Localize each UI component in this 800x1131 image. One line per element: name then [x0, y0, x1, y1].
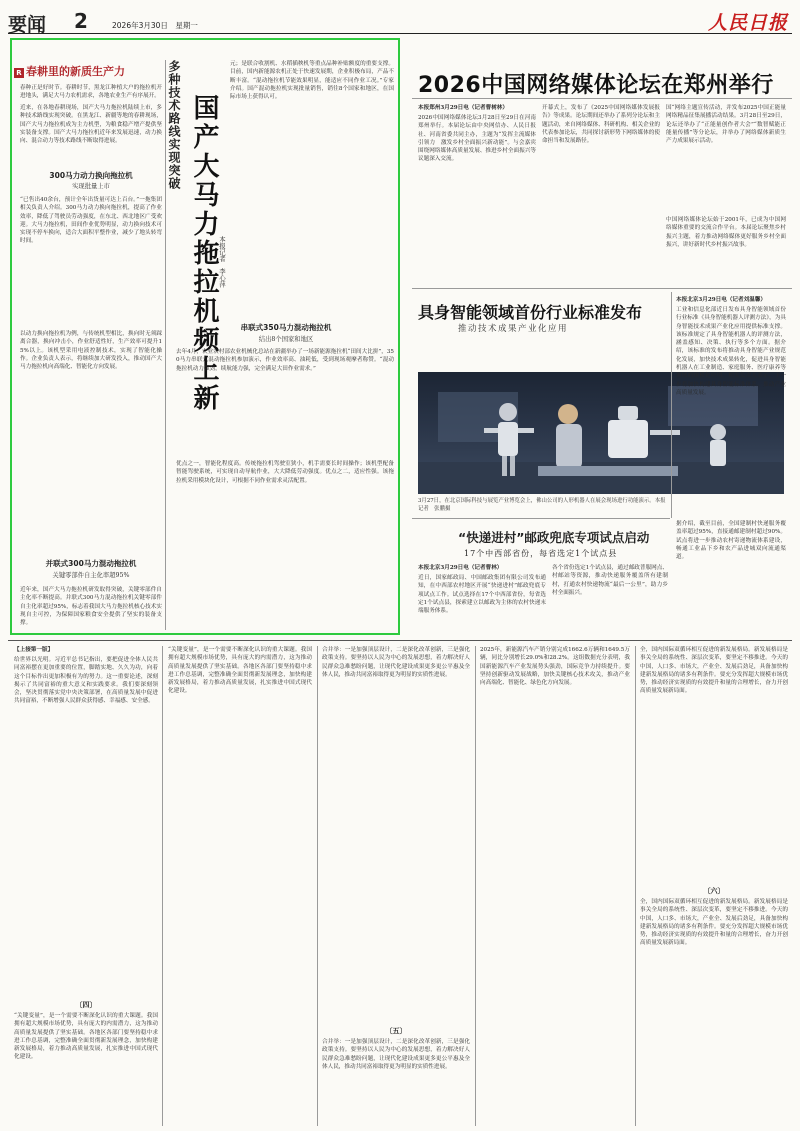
feature-title: 国产大马力拖拉机频上新 [189, 94, 219, 413]
forum-dateline: 本报郑州3月29日电（记者曹树林） [418, 105, 508, 111]
special-col-5b: 全，国内国际双循环相互促进的新发展格局。新发展格局是事关全局的系统性、深层次变革，要坚定不移推进。今天的中国，人口多、市场大，产业全、发展后劲足，具备加快构建新发展格局的诸多有利条件。要充分发挥超大规模市场优势，推动经济实现质的有效提升和量的合理增长，奋力开创高质量发展新局面。 [640, 899, 788, 947]
page-number: 2 [74, 9, 88, 33]
special-col-3: 合并举：一是加强顶层设计，二是深化改革创新，三是强化政策支持。要坚持以人民为中心的发展思想，着力解决好人民群众急难愁盼问题，让现代化建设成果更多更公平惠及全体人民，推动共同富裕取得更为明显的实质性进展。 [322, 647, 470, 678]
feature-body-g: 近年来，国产大马力拖拉机研发取得突破，关键零部件自主化率不断提高。并联式300马力混动拖拉机关键零部件自主化率超过95%，标志着我国大马力拖拉机核心技术实现自主可控，为保障国家粮食安全提供了坚实的装备支撑。 [20, 587, 162, 627]
feature-lead: 春种正是好时节。春耕时节，黑龙江种植大户的拖拉机开进地头，满足大马力农机需求，各地农业生产有序展开。 [20, 85, 162, 100]
feature-body-d: 元；是联合收割机、水稻插秧机等重点品种补贴额度的重要支撑。目前，国内新能源农机正处于快速发展期，企业积极布局，产品不断丰富。“混动拖拉机节能效果明显，能适应不同作业工况。”专家介绍。国产混动拖拉机实现批量销售，销往8个国家和地区，在国际市场上获得认可。 [230, 61, 394, 101]
column-tag-icon: R [14, 68, 24, 78]
sub3-sub: 关键零部件自主化率超95% [52, 572, 130, 579]
forum-body-2: 开幕式上，发布了《2025中国网络媒体发展报告》等成果。论坛期间还举办了系列分论坛和主题活动，来自网络媒体、科研机构、相关企业的代表参加论坛，共同探讨新形势下网络媒体的使命担当和发展路径。 [542, 105, 660, 145]
lower-divider-4 [635, 646, 636, 1126]
special-col-1b: “关键变量”，是一个需要不断深化认识的重大课题。我国拥有超大规模市场优势，具有庞大的内需潜力，这为推动高质量发展提供了坚实基础。各地区各部门要坚持稳中求进工作总基调，完整准确全面贯彻新发展理念，加快构建新发展格局，着力推动高质量发展，扎实推进中国式现代化建设。 [14, 1013, 158, 1061]
robot-dateline: 本报北京3月29日电（记者刘温馨） [676, 297, 766, 303]
postal-body-1: 近日，国家邮政局、中国邮政集团有限公司发布通知，在中西部农村地区开展“快递进村”邮政兜底专项试点工作。试点选择在17个中西部省份，每省选定1个试点县，探索建立以邮政为主体的农村快递末端服务体系。 [418, 575, 546, 615]
lower-divider-1 [162, 646, 163, 1126]
forum-title: 2026中国网络媒体论坛在郑州举行 [418, 73, 774, 98]
special-section-label: 【上接第一版】 [14, 647, 54, 653]
robot-title: 具身智能领域首份行业标准发布 [418, 303, 643, 322]
lower-divider-2 [317, 646, 318, 1126]
issue-date: 2026年3月30日 星期一 [112, 21, 198, 30]
sub1-sub: 实现批量上市 [72, 183, 110, 190]
lower-section-rule [8, 640, 792, 641]
section-four-label: 〔四〕 [75, 1000, 97, 1009]
special-col-4: 2025年，新能源汽车产销分别完成1662.6万辆和1649.5万辆，同比分别增长29.0%和28.2%。这组数据充分表明，我国新能源汽车产业发展势头强劲，国际竞争力持续提升。要坚持创新驱动发展战略，加快关键核心技术攻关，推动产业向高端化、智能化、绿色化方向发展。 [480, 647, 630, 687]
robot-body: 工业和信息化部近日发布具身智能领域首份行业标准《具身智能机器人评测方法》，为具身智能技术成果产业化应用提供标准支撑。该标准规定了具身智能机器人的评测方法，涵盖感知、决策、执行等多个方面。据介绍，该标准的发布将推动具身智能产业规范化发展，加快技术成果转化，促进具身智能机器人在工业制造、家庭服务、医疗康养等领域的规模化应用。相关负责人表示，下一步将加快构建具身智能标准体系，推动产业高质量发展。 [676, 307, 786, 396]
feature-byline: 本报记者 李心萍 [218, 236, 226, 288]
special-col-1: 给世界以光明。习近平总书记指出，要把促进全体人民共同富裕摆在更加重要的位置，脚踏实地、久久为功，向着这个目标作出更加积极有为的努力。这一重要论述，深刻揭示了共同富裕的重大意义和实践要求。我们要深刻领会，坚决贯彻落实党中央决策部署，在高质量发展中促进共同富裕，不断增强人民群众获得感、幸福感、安全感。 [14, 657, 158, 705]
feature-subtitle: 多种技术路线实现突破 [167, 60, 181, 190]
newspaper-logo: 人民日报 [707, 12, 788, 34]
robot-photo-caption: 3月27日，在北京国际科技与展览产业博览会上，佛山公司的人形机器人在展会现场进行功能演示。本报记者 张鹏摄 [418, 498, 666, 512]
page-name: 要闻 [8, 14, 47, 36]
section-five-label: 〔五〕 [385, 1026, 407, 1035]
sub2-head: 串联式350马力混动拖拉机 [240, 323, 332, 332]
robot-subtitle: 推动技术成果产业化应用 [458, 324, 569, 334]
lower-divider-3 [475, 646, 476, 1126]
sub1-head: 300马力动力换向拖拉机 [49, 171, 133, 180]
page-header [8, 8, 792, 34]
section-rule-2 [412, 518, 670, 519]
postal-subtitle: 17个中西部省份，每省选定1个试点县 [464, 549, 618, 558]
postal-body-3: 据介绍，截至目前，全国建制村快递服务覆盖率超过95%，直接通邮建制村超过90%。试点将进一步推动农村寄递物流体系建设，畅通工业品下乡和农产品进城双向流通渠道。 [676, 521, 786, 561]
robot-divider [671, 292, 672, 518]
section-rule-1 [412, 288, 792, 289]
postal-body-2: 各个省份选定1个试点县，通过邮政普服网点、村邮站等资源，推动快递服务覆盖所有建制村，打通农村快递物流“最后一公里”，助力乡村全面振兴。 [552, 565, 668, 596]
column-head-text: 春耕里的新质生产力 [26, 65, 125, 78]
feature-body-b: “已售出40余台，预计全年出货量可达上百台。”一拖集团相关负责人介绍。300马力动力换向拖拉机，提高了作业效率，降低了驾驶员劳动强度，在东北、西北地区广受欢迎。大马力拖拉机，田间作业优势明显，动力换向技术可实现不停车换向，适合大面积平整作业，减少了地头转弯时间。 [20, 197, 162, 245]
special-col-2: “关键变量”，是一个需要不断深化认识的重大课题。我国拥有超大规模市场优势，具有庞大的内需潜力，这为推动高质量发展提供了坚实基础。各地区各部门要坚持稳中求进工作总基调，完整准确全面贯彻新发展理念，加快构建新发展格局，着力推动高质量发展，扎实推进中国式现代化建设。 [168, 647, 312, 695]
section-six-label: 〔六〕 [703, 886, 725, 895]
special-col-3b: 合并举：一是加强顶层设计，二是深化改革创新，三是强化政策支持。要坚持以人民为中心的发展思想，着力解决好人民群众急难愁盼问题，让现代化建设成果更多更公平惠及全体人民，推动共同富裕取得更为明显的实质性进展。 [322, 1039, 470, 1070]
special-col-5: 全，国内国际双循环相互促进的新发展格局。新发展格局是事关全局的系统性、深层次变革，要坚定不移推进。今天的中国，人口多、市场大，产业全、发展后劲足，具备加快构建新发展格局的诸多有利条件。要充分发挥超大规模市场优势，推动经济实现质的有效提升和量的合理增长，奋力开创高质量发展新局面。 [640, 647, 788, 695]
feature-body-c: 以动力换向拖拉机为例，与传统机型相比，换向时无须踩离合器，换向冲击小，作业舒适性好，生产效率可提升15%以上。该机型采用电液控制技术，实现了智能化操作。企业负责人表示，将继续加大研发投入，推动国产大马力拖拉机向高端化、智能化方向发展。 [20, 331, 162, 371]
forum-body-1: 2026中国网络媒体论坛3月28日至29日在河南郑州举行。本届论坛由中央网信办、人民日报社、河南省委共同主办，主题为“发挥主流媒体引领力 激发乡村全面振兴新动能”。与会嘉宾围绕网络媒体高质量发展、推进乡村全面振兴等议题深入交流。 [418, 115, 536, 163]
column-head [14, 63, 125, 79]
postal-title: “快递进村”邮政兜底专项试点启动 [458, 530, 650, 545]
feature-body-f: 优点之一，智能化程度高。传统拖拉机驾驶室狭小，机手需要长时间操作；该机型配备智能驾驶系统，可实现自动导航作业，大大降低劳动强度。优点之二，适应性强。该拖拉机采用模块化设计，可根据不同作业需求灵活配置。 [176, 461, 394, 484]
sub3-head: 并联式300马力混动拖拉机 [45, 559, 137, 568]
forum-body-3: 中国网络媒体论坛始于2001年，已成为中国网络媒体重要的交流合作平台。本届论坛聚焦乡村振兴主题，着力推动网络媒体更好服务乡村全面振兴，讲好新时代乡村振兴故事。 [666, 217, 786, 248]
forum-rule [412, 98, 792, 99]
feature-body-a: 近来，在各地春耕现场，国产大马力拖拉机陆续上市，多种技术路线实现突破。在黑龙江、新疆等地的春耕现场，国产大马力拖拉机成为主力机型，为粮食稳产增产提供坚实装备支撑。国产大马力拖拉机近年来发展迅速，动力换向、混合动力等技术路线不断取得进展。 [20, 105, 162, 145]
forum-body-4: 国“网络主题宣传活动，并发布2025中国正能量网络精品征集展播活动结果。3月28日至29日，论坛还举办了“正能量创作者大会”“数智赋能正能量传播”等分论坛，并举办了网络媒体新质生产力成果展示活动。 [666, 105, 786, 145]
postal-dateline: 本报北京3月29日电（记者曹林） [418, 565, 503, 571]
sub2-sub: 结出8个国家和地区 [258, 336, 314, 343]
feature-body-e: 去年4月，农业农村部农业机械化总站在新疆举办了一场新能源拖拉机“田间大比拼”，350马力串联式混动拖拉机参加演示，作业效率高、油耗低，受到现场观摩者称赞。“混动拖拉机动力强劲，续航能力强，完全满足大田作业需求。” [176, 349, 394, 372]
